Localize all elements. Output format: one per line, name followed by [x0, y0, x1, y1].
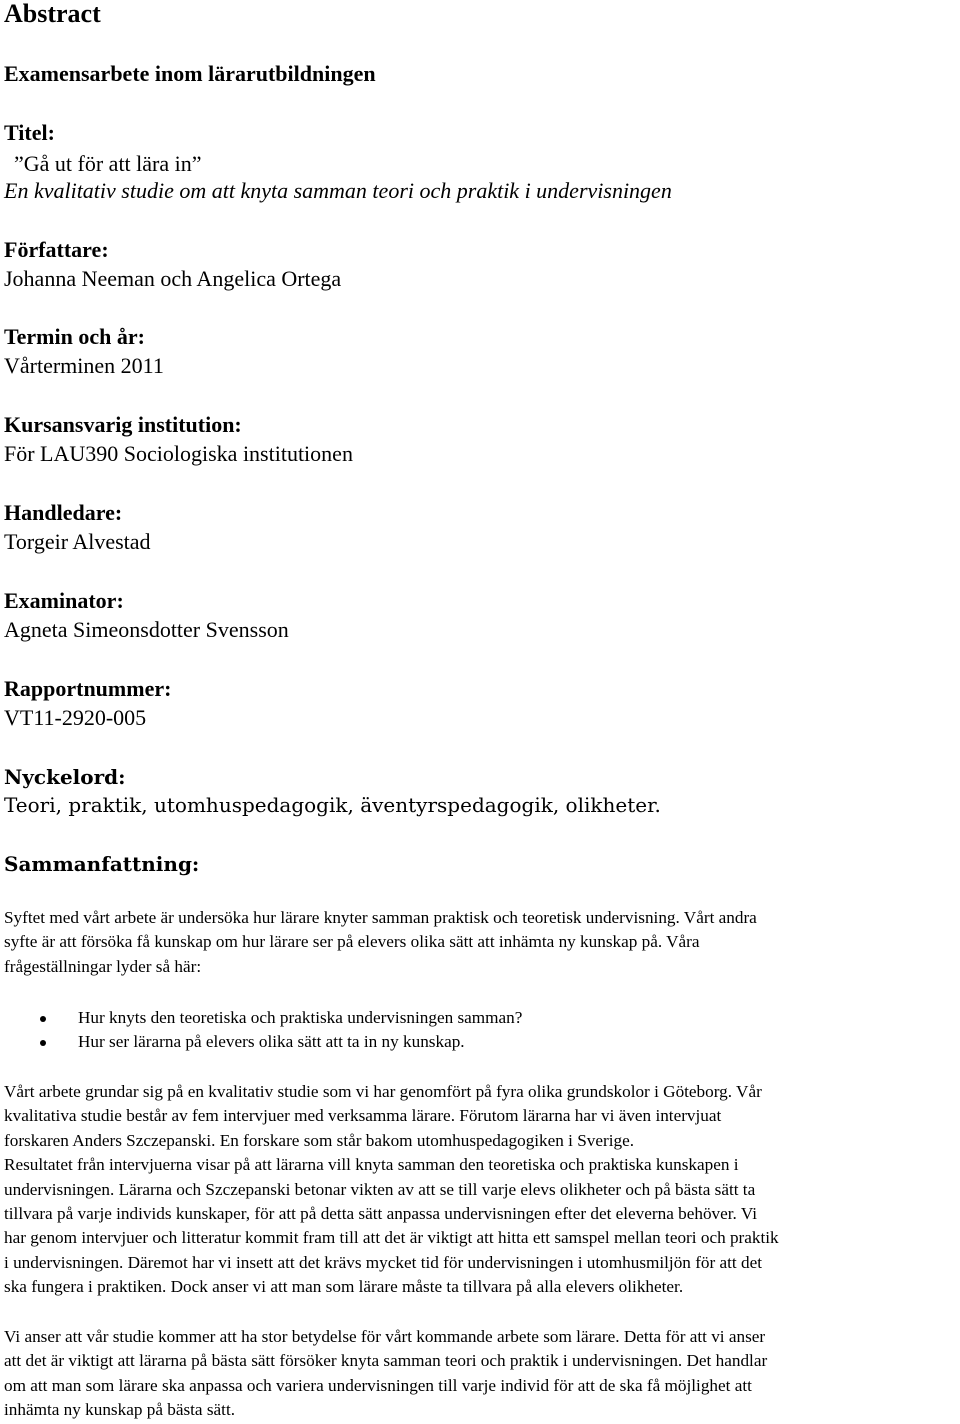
- summary-body-line: har genom intervjuer och litteratur kommit fram till att det är viktigt att hitta ett samspel mellan teori och praktik: [4, 1228, 779, 1248]
- summary-body-line: forskaren Anders Szczepanski. En forskare som står bakom utomhuspedagogiken i Sverige.: [4, 1130, 635, 1150]
- list-item: [4, 1006, 944, 1030]
- summary-body: [4, 1080, 944, 1300]
- institution-label: Kursansvarig institution:: [4, 412, 242, 437]
- summary-intro-line: frågeställningar lyder så här:: [4, 956, 202, 976]
- page-title: Abstract: [4, 0, 101, 28]
- summary-body-line: tillvara på varje individs kunskaper, för att på detta sätt anpassa undervisningen efter det eleverna behöver. Vi: [4, 1204, 757, 1224]
- authors-label: Författare:: [4, 237, 109, 262]
- keywords-label: Nyckelord:: [4, 765, 126, 789]
- summary-body-line: kvalitativa studie består av fem intervjuer med verksamma lärare. Förutom lärarna har vi även intervjuat: [4, 1106, 722, 1126]
- research-questions-list: [4, 1006, 944, 1055]
- document-subtitle: Examensarbete inom lärarutbildningen: [4, 61, 376, 86]
- report-value: VT11-2920-005: [4, 705, 147, 730]
- summary-intro-line: Syftet med vårt arbete är undersöka hur lärare knyter samman praktisk och teoretisk undervisning. Vårt andra: [4, 908, 757, 927]
- summary-closing-line: Vi anser att vår studie kommer att ha stor betydelse för vårt kommande arbete som lärare. Detta för att vi anser: [4, 1327, 766, 1346]
- summary-intro-line: syfte är att försöka få kunskap om hur lärare ser på elevers olika sätt att inhämta ny kunskap på. Våra: [4, 932, 700, 952]
- authors-value: Johanna Neeman och Angelica Ortega: [4, 266, 342, 291]
- term-value: Vårterminen 2011: [4, 353, 164, 378]
- supervisor-label: Handledare:: [4, 500, 123, 525]
- title-main: ”Gå ut för att lära in”: [14, 151, 202, 176]
- title-label: Titel:: [4, 120, 55, 145]
- list-item: [4, 1030, 944, 1054]
- summary-closing-line: inhämta ny kunskap på bästa sätt.: [4, 1400, 236, 1420]
- summary-label: Sammanfattning:: [4, 852, 200, 876]
- term-label: Termin och år:: [4, 324, 145, 349]
- summary-body-line: ska fungera i praktiken. Dock anser vi att man som lärare måste ta tillvara på alla elevers olikheter.: [4, 1277, 684, 1297]
- summary-body-line: Resultatet från intervjuerna visar på att lärarna vill knyta samman den teoretiska och praktiska kunskapen i: [4, 1155, 739, 1175]
- institution-value: För LAU390 Sociologiska institutionen: [4, 441, 353, 466]
- summary-intro: [4, 906, 944, 979]
- question-text: Hur ser lärarna på elevers olika sätt att ta in ny kunskap.: [78, 1032, 465, 1052]
- summary-closing: [4, 1325, 944, 1423]
- summary-body-line: undervisningen. Lärarna och Szczepanski betonar vikten av att se till varje elevs olikheter och på bästa sätt ta: [4, 1179, 756, 1199]
- summary-closing-line: att det är viktigt att lärarna på bästa sätt försöker knyta samman teori och praktik i undervisningen. Det handlar: [4, 1351, 768, 1371]
- summary-body-line: i undervisningen. Däremot har vi insett att det krävs mycket tid för undervisningen i utomhusmiljön för att det: [4, 1252, 763, 1272]
- supervisor-value: Torgeir Alvestad: [4, 529, 151, 554]
- examiner-label: Examinator:: [4, 588, 124, 613]
- bullet-icon: [40, 1016, 46, 1022]
- question-text: Hur knyts den teoretiska och praktiska undervisningen samman?: [78, 1008, 523, 1027]
- report-label: Rapportnummer:: [4, 676, 172, 701]
- summary-closing-line: om att man som lärare ska anpassa och variera undervisningen till varje individ för att de ska få möjlighet att: [4, 1375, 752, 1395]
- examiner-value: Agneta Simeonsdotter Svensson: [4, 617, 289, 642]
- bullet-icon: [40, 1040, 46, 1046]
- summary-body-line: Vårt arbete grundar sig på en kvalitativ studie som vi har genomfört på fyra olika grundskolor i Göteborg. Vår: [4, 1082, 762, 1101]
- keywords-value: Teori, praktik, utomhuspedagogik, äventyrspedagogik, olikheter.: [4, 793, 661, 817]
- title-sub: En kvalitativ studie om att knyta samman teori och praktik i undervisningen: [4, 178, 672, 203]
